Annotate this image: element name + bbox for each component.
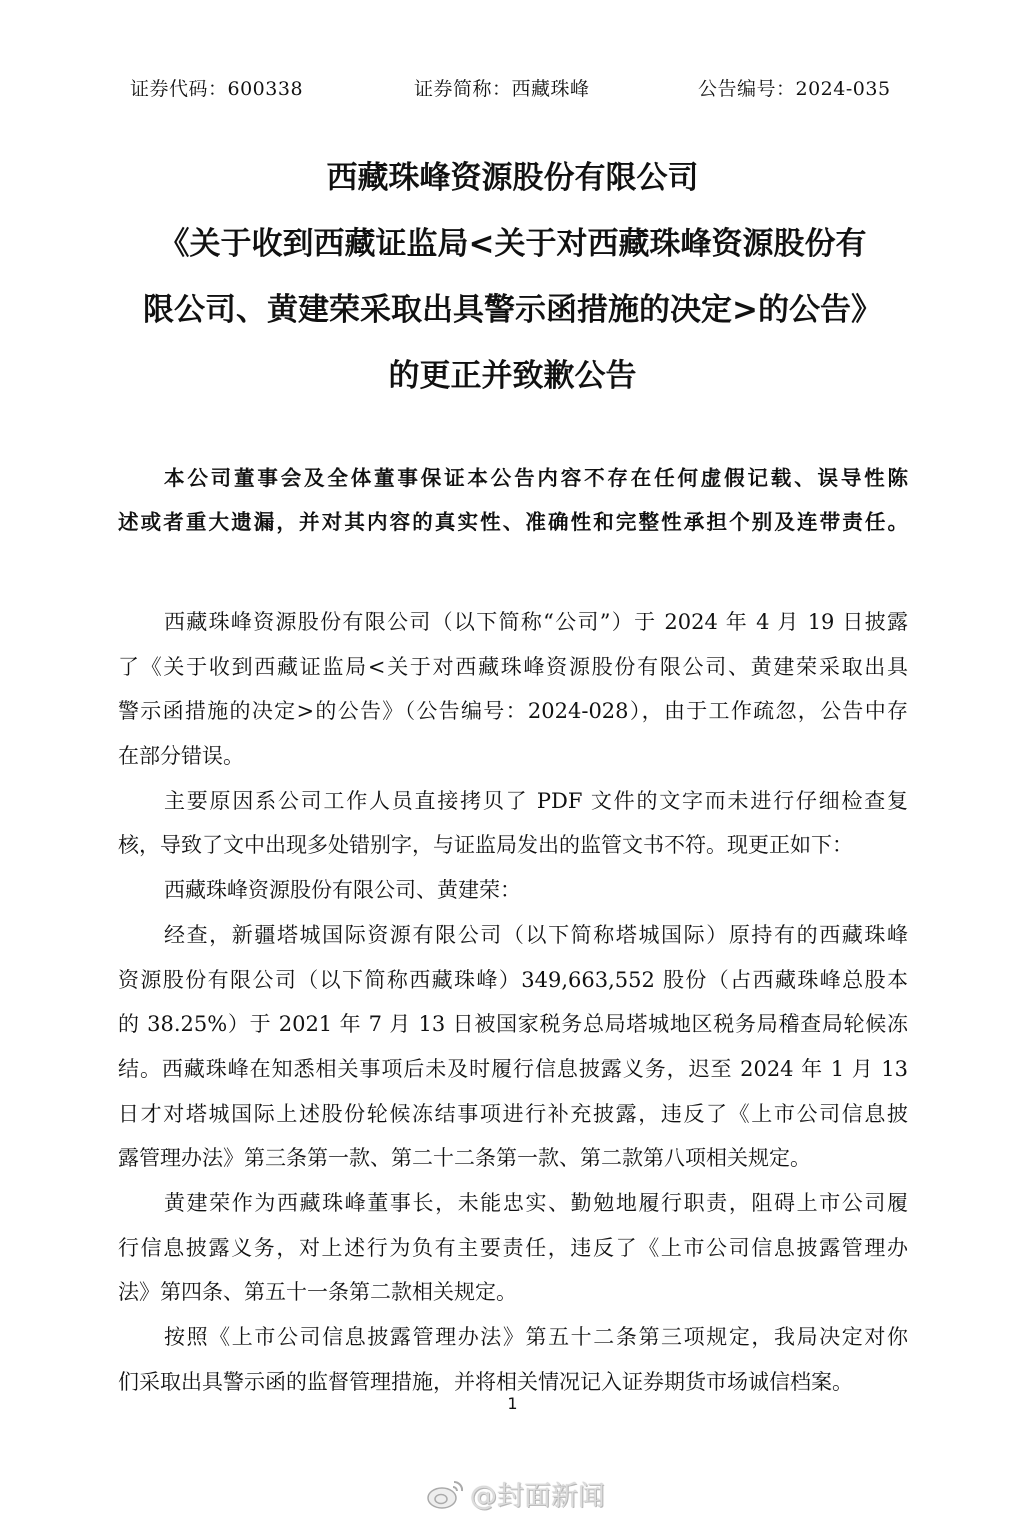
statement-line: 述或者重大遗漏，并对其内容的真实性、准确性和完整性承担个别及连带责任。 <box>118 510 908 534</box>
paragraph-line: 西藏珠峰资源股份有限公司（以下简称“公司”）于 2024 年 4 月 19 日披露 <box>164 610 909 634</box>
paragraph-line: 按照《上市公司信息披露管理办法》第五十二条第三项规定，我局决定对你 <box>164 1325 908 1349</box>
document-body <box>118 600 908 1404</box>
title-line: 限公司、黄建荣采取出具警示函措施的决定>的公告》 <box>143 292 882 328</box>
title-line: 的更正并致歉公告 <box>388 358 637 394</box>
paragraph-line: 的 38.25%）于 2021 年 7 月 13 日被国家税务总局塔城地区税务局稽查局轮候冻 <box>118 1012 908 1037</box>
paragraph-line: 黄建荣作为西藏珠峰董事长，未能忠实、勤勉地履行职责，阻碍上市公司履 <box>164 1190 908 1215</box>
notice-number: 公告编号：2024-035 <box>698 78 891 100</box>
paragraph-line: 资源股份有限公司（以下简称西藏珠峰）349,663,552 股份（占西藏珠峰总股本 <box>118 967 908 992</box>
weibo-logo-icon <box>426 1478 466 1510</box>
statement-line: 本公司董事会及全体董事保证本公告内容不存在任何虚假记载、误导性陈 <box>164 466 908 490</box>
paragraph-line: 在部分错误。 <box>118 744 244 769</box>
security-code: 证券代码：600338 <box>130 78 304 100</box>
paragraph-line: 露管理办法》第三条第一款、第二十二条第一款、第二款第八项相关规定。 <box>118 1146 811 1171</box>
board-statement <box>118 456 908 544</box>
title-line: 《关于收到西藏证监局<关于对西藏珠峰资源股份有 <box>158 226 867 262</box>
title-line: 西藏珠峰资源股份有限公司 <box>326 160 699 196</box>
paragraph-line: 西藏珠峰资源股份有限公司、黄建荣： <box>164 878 521 903</box>
paragraph-line: 核，导致了文中出现多处错别字，与证监局发出的监管文书不符。现更正如下： <box>118 833 853 858</box>
paragraph-line: 们采取出具警示函的监督管理措施，并将相关情况记入证券期货市场诚信档案。 <box>118 1369 853 1394</box>
watermark <box>426 1474 605 1513</box>
paragraph-line: 主要原因系公司工作人员直接拷贝了 PDF 文件的文字而未进行仔细检查复 <box>164 788 908 813</box>
paragraph-line: 了《关于收到西藏证监局<关于对西藏珠峰资源股份有限公司、黄建荣采取出具 <box>118 654 908 679</box>
watermark-text: @封面新闻 <box>470 1481 605 1512</box>
page-number: 1 <box>507 1394 518 1413</box>
paragraph-line: 法》第四条、第五十一条第二款相关规定。 <box>118 1280 517 1305</box>
paragraph-line: 经查，新疆塔城国际资源有限公司（以下简称塔城国际）原持有的西藏珠峰 <box>164 922 908 947</box>
security-short-name: 证券简称：西藏珠峰 <box>414 78 590 100</box>
document-title <box>0 145 1025 409</box>
paragraph-line: 结。西藏珠峰在知悉相关事项后未及时履行信息披露义务，迟至 2024 年 1 月 13 <box>118 1056 908 1081</box>
paragraph-line: 日才对塔城国际上述股份轮候冻结事项进行补充披露，违反了《上市公司信息披 <box>118 1101 908 1126</box>
paragraph-line: 行信息披露义务，对上述行为负有主要责任，违反了《上市公司信息披露管理办 <box>118 1235 908 1260</box>
paragraph-line: 警示函措施的决定>的公告》（公告编号：2024-028），由于工作疏忽，公告中存 <box>118 699 908 724</box>
